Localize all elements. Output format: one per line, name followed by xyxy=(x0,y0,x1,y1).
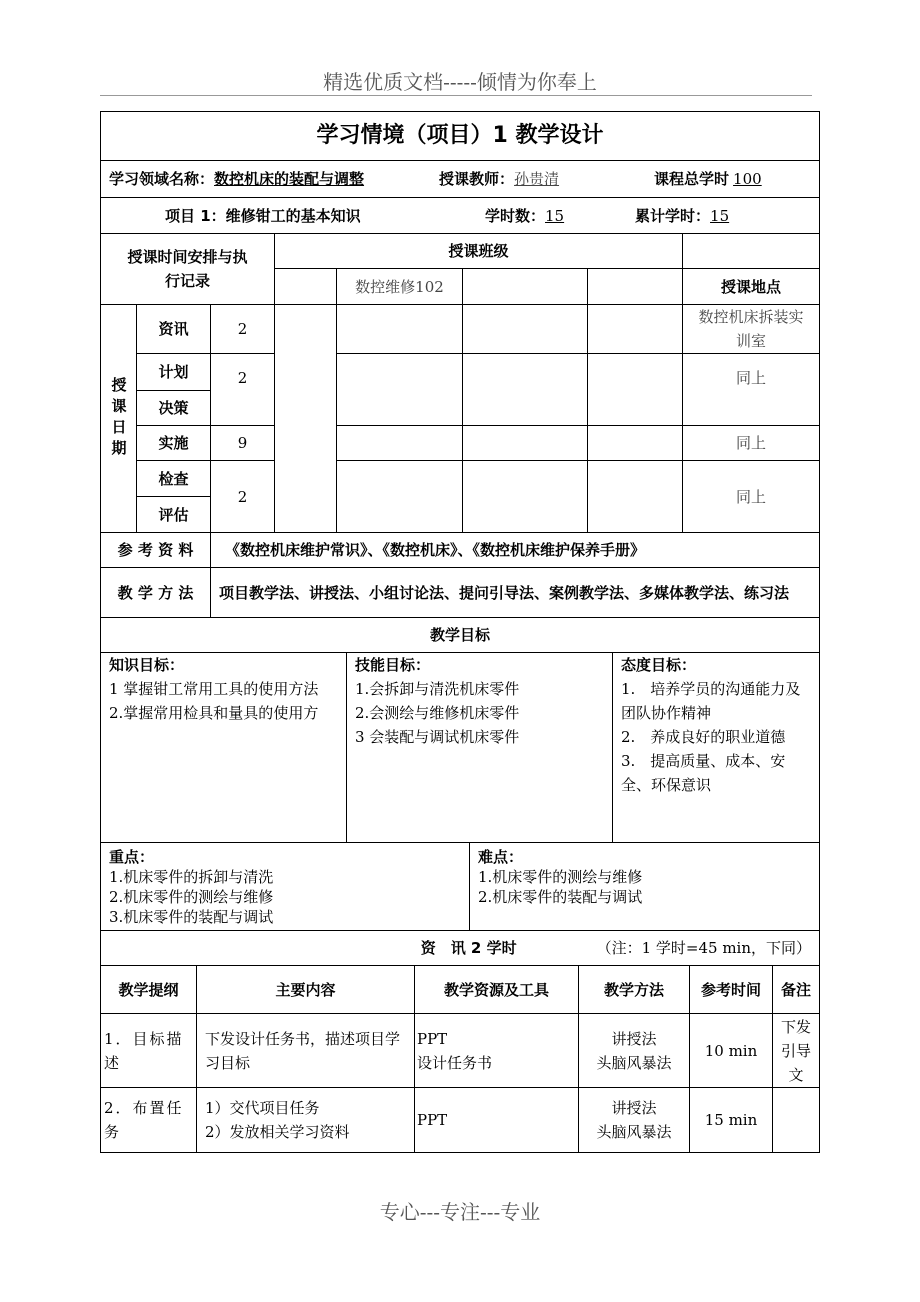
project-hours-label: 学时数： xyxy=(485,206,546,225)
total-hours-value: 100 xyxy=(733,170,762,188)
table-cell-time: 10 min xyxy=(689,1013,773,1088)
table-cell-outline: 1．目标描述 xyxy=(100,1013,197,1088)
knowledge-item: 1 掌握钳工常用工具的使用方法 xyxy=(109,680,319,698)
cumulative-hours-value: 15 xyxy=(710,206,730,225)
table-cell-method xyxy=(578,1087,690,1153)
knowledge-item: 2.掌握常用检具和量具的使用方 xyxy=(109,704,319,722)
table-cell-resources xyxy=(414,1087,579,1153)
resource-item: 设计任务书 xyxy=(417,1053,493,1072)
empty-cell xyxy=(587,304,683,354)
empty-cell xyxy=(462,460,588,533)
course-info-row xyxy=(100,160,820,198)
key-point-item: 3.机床零件的装配与调试 xyxy=(109,908,274,926)
phase-hours: 9 xyxy=(210,425,275,461)
class-header: 授课班级 xyxy=(274,233,683,269)
phase-hours: 2 xyxy=(210,304,275,354)
attitude-item: 2. 养成良好的职业道德 xyxy=(621,728,786,746)
difficulties xyxy=(469,842,820,931)
phase-section-header xyxy=(100,930,820,966)
empty-cell xyxy=(682,233,820,269)
total-hours-label: 课程总学时 xyxy=(654,170,730,188)
empty-cell xyxy=(587,425,683,461)
column-header: 教学提纲 xyxy=(100,965,197,1014)
methods-label: 教 学 方 法 xyxy=(100,567,211,618)
method-item: 头脑风暴法 xyxy=(596,1123,672,1141)
key-points xyxy=(100,842,470,931)
empty-cell xyxy=(587,268,683,305)
domain-label: 学习领域名称： xyxy=(109,170,215,188)
document-title: 学习情境（项目）1 教学设计 xyxy=(100,111,820,161)
project-name: 项目 1：维修钳工的基本知识 xyxy=(165,206,361,225)
location-value: 同上 xyxy=(682,425,820,461)
empty-cell xyxy=(274,268,337,305)
table-cell-content: 下发设计任务书，描述项目学习目标 xyxy=(196,1013,415,1088)
table-cell-time: 15 min xyxy=(689,1087,773,1153)
knowledge-label: 知识目标： xyxy=(109,656,185,674)
references-label: 参 考 资 料 xyxy=(100,532,211,568)
column-header: 参考时间 xyxy=(689,965,773,1014)
empty-cell xyxy=(462,268,588,305)
project-hours-value: 15 xyxy=(545,206,565,225)
skill-item: 3 会装配与调试机床零件 xyxy=(355,728,520,746)
column-header: 教学方法 xyxy=(578,965,690,1014)
table-cell-content xyxy=(196,1087,415,1153)
page-footer: 专心---专注---专业 xyxy=(379,1200,541,1224)
skill-item: 2.会测绘与维修机床零件 xyxy=(355,704,520,722)
difficulty-item: 1.机床零件的测绘与维修 xyxy=(478,868,643,886)
content-item: 2）发放相关学习资料 xyxy=(205,1123,350,1141)
attitude-item: 1. 培养学员的沟通能力及团队协作精神 xyxy=(621,680,801,722)
empty-cell xyxy=(587,353,683,426)
column-header: 教学资源及工具 xyxy=(414,965,579,1014)
objectives-title: 教学目标 xyxy=(100,617,820,653)
skill-item: 1.会拆卸与清洗机床零件 xyxy=(355,680,520,698)
method-item: 讲授法 xyxy=(611,1029,657,1048)
cumulative-hours-label: 累计学时： xyxy=(635,206,711,225)
phase-hours: 2 xyxy=(210,353,275,426)
page-header: 精选优质文档-----倾情为你奉上 xyxy=(323,70,597,94)
location-header: 授课地点 xyxy=(682,268,820,305)
schedule-header: 授课时间安排与执行记录 xyxy=(100,233,275,305)
table-cell-note xyxy=(772,1087,820,1153)
empty-cell xyxy=(462,425,588,461)
empty-cell xyxy=(462,353,588,426)
location-value: 数控机床拆装实训室 xyxy=(682,304,820,354)
phase-label: 决策 xyxy=(136,390,211,426)
attitude-objectives xyxy=(612,652,820,843)
knowledge-objectives xyxy=(100,652,347,843)
class-name: 数控维修102 xyxy=(336,268,463,305)
empty-cell xyxy=(336,425,463,461)
empty-cell xyxy=(274,304,337,533)
column-header: 主要内容 xyxy=(196,965,415,1014)
difficulty-item: 2.机床零件的装配与调试 xyxy=(478,888,643,906)
location-value: 同上 xyxy=(682,353,820,426)
attitude-item: 3. 提高质量、成本、安全、环保意识 xyxy=(621,752,786,794)
skill-label: 技能目标： xyxy=(355,656,431,674)
key-point-item: 1.机床零件的拆卸与清洗 xyxy=(109,868,274,886)
phase-section-title: 资 讯 2 学时 xyxy=(420,939,517,957)
methods-value: 项目教学法、讲授法、小组讨论法、提问引导法、案例教学法、多媒体教学法、练习法 xyxy=(210,567,820,618)
phase-hours: 2 xyxy=(210,460,275,533)
attitude-label: 态度目标： xyxy=(621,656,697,674)
date-label: 授课日期 xyxy=(100,304,137,533)
resource-item: PPT xyxy=(417,1029,448,1048)
location-value: 同上 xyxy=(682,460,820,533)
key-points-label: 重点： xyxy=(109,848,155,866)
phase-label: 检查 xyxy=(136,460,211,497)
empty-cell xyxy=(336,353,463,426)
column-header: 备注 xyxy=(772,965,820,1014)
domain-value: 数控机床的装配与调整 xyxy=(214,170,365,188)
method-item: 头脑风暴法 xyxy=(596,1053,672,1072)
table-cell-method xyxy=(578,1013,690,1088)
empty-cell xyxy=(587,460,683,533)
key-point-item: 2.机床零件的测绘与维修 xyxy=(109,888,274,906)
resource-item: PPT xyxy=(417,1111,448,1129)
empty-cell xyxy=(462,304,588,354)
method-item: 讲授法 xyxy=(611,1099,657,1117)
phase-section-note: （注：1 学时=45 min，下同） xyxy=(596,939,811,957)
phase-label: 实施 xyxy=(136,425,211,461)
teacher-value: 孙贵清 xyxy=(514,170,560,188)
phase-label: 计划 xyxy=(136,353,211,391)
phase-label: 资讯 xyxy=(136,304,211,354)
header-divider xyxy=(100,95,812,96)
project-row xyxy=(100,197,820,234)
table-cell-outline: 2．布置任务 xyxy=(100,1087,197,1153)
table-cell-note: 下发引导文 xyxy=(772,1013,820,1088)
difficulties-label: 难点： xyxy=(478,848,524,866)
empty-cell xyxy=(336,304,463,354)
references-value: 《数控机床维护常识》、《数控机床》、《数控机床维护保养手册》 xyxy=(210,532,820,568)
table-cell-resources xyxy=(414,1013,579,1088)
empty-cell xyxy=(336,460,463,533)
skill-objectives xyxy=(346,652,613,843)
phase-label: 评估 xyxy=(136,496,211,533)
teacher-label: 授课教师： xyxy=(439,170,515,188)
content-item: 1）交代项目任务 xyxy=(205,1099,320,1117)
